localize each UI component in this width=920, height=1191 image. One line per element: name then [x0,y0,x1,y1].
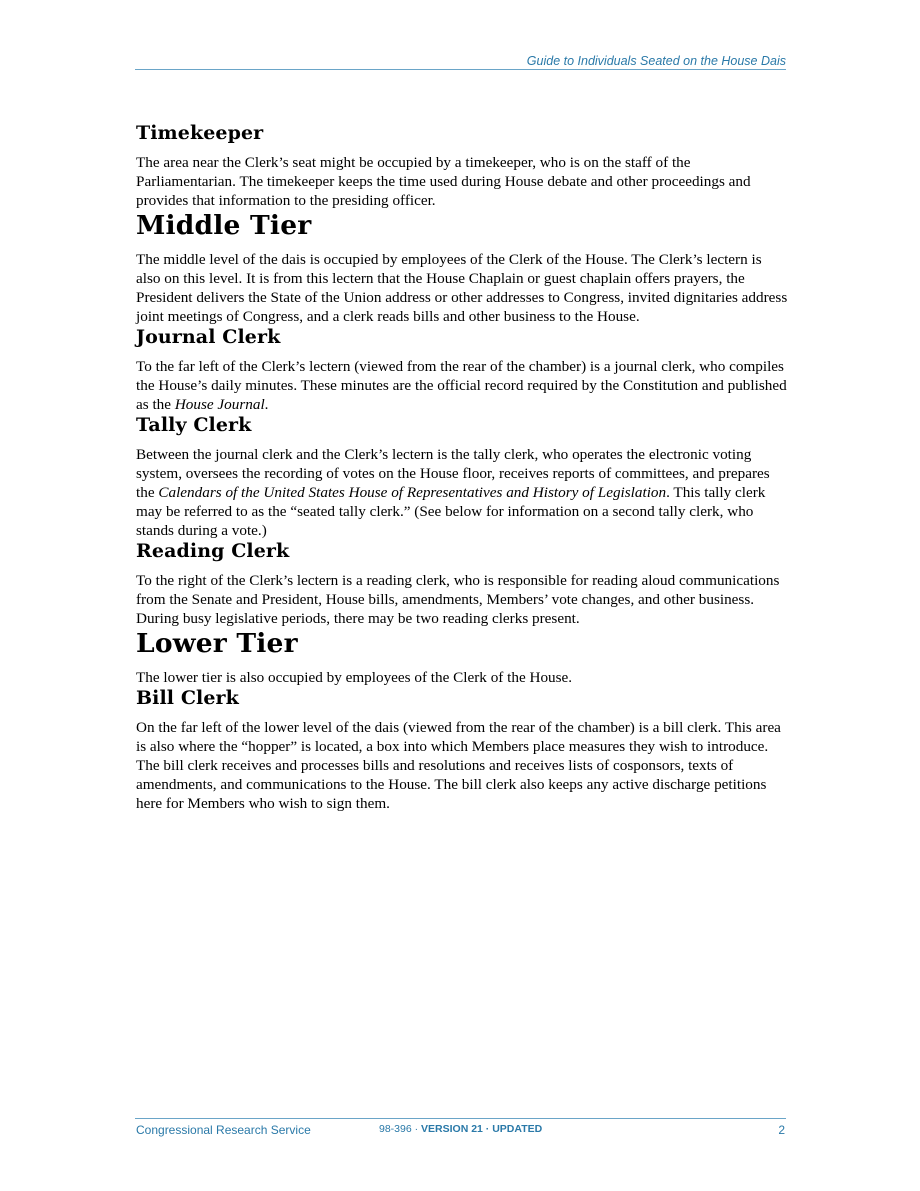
footer-divider [135,1118,786,1119]
paragraph-lower-tier: The lower tier is also occupied by employees of the Clerk of the House. [136,669,573,686]
footer-report-id: 98-396 · VERSION 21 · UPDATED [379,1123,543,1135]
footer-publisher: Congressional Research Service [136,1123,311,1137]
footer-version: VERSION 21 · UPDATED [421,1123,543,1135]
heading-reading-clerk: Reading Clerk [136,540,290,562]
heading-bill-clerk: Bill Clerk [136,687,239,709]
heading-journal-clerk: Journal Clerk [136,326,281,348]
heading-lower-tier: Lower Tier [136,628,298,659]
paragraph-middle-tier: The middle level of the dais is occupied by employees of the Clerk of the House. The Clerk’s lectern is also on this level. It is from this lectern that the House Chaplain or guest chaplain offers prayers, the President delivers the State of the Union address or other addresses to Congress, invited dignitaries address joint meetings of Congress, and a clerk reads bills and other business to the House. [136,251,788,325]
heading-timekeeper: Timekeeper [136,122,264,144]
calendars-title: Calendars of the United States House of Representatives and History of Legislation [158,484,667,501]
paragraph-reading-clerk: To the right of the Clerk’s lectern is a reading clerk, who is responsible for reading aloud communications from the Senate and President, House bills, amendments, Members’ vote changes, and other business. During busy legislative periods, there may be two reading clerks present. [136,572,780,627]
paragraph-bill-clerk: On the far left of the lower level of the dais (viewed from the rear of the chamber) is a bill clerk. This area is also where the “hopper” is located, a box into which Members place measures they wish to introduce. The bill clerk receives and processes bills and resolutions and receives lists of cosponsors, texts of amendments, and communications to the House. The bill clerk also keeps any active discharge petitions here for Members who wish to sign them. [136,719,781,812]
document-body [136,122,788,813]
heading-tally-clerk: Tally Clerk [136,414,252,436]
header-divider [135,69,786,70]
paragraph-journal-clerk: To the far left of the Clerk’s lectern (viewed from the rear of the chamber) is a journal clerk, who compiles the House’s daily minutes. These minutes are the official record required by the Constitution and published as the House Journal. [136,358,787,413]
paragraph-timekeeper: The area near the Clerk’s seat might be occupied by a timekeeper, who is on the staff of the Parliamentarian. The timekeeper keeps the time used during House debate and other proceedings and provides that information to the presiding officer. [136,154,751,209]
heading-middle-tier: Middle Tier [136,210,312,241]
running-header: Guide to Individuals Seated on the House Dais [526,54,786,68]
page-number: 2 [778,1123,785,1137]
house-journal-title: House Journal [174,396,265,413]
paragraph-tally-clerk: Between the journal clerk and the Clerk’s lectern is the tally clerk, who operates the electronic voting system, oversees the recording of votes on the House floor, receives reports of committees, and prepares the Calendars of the United States House of Representatives and History of Legislation. This tally clerk may be referred to as the “seated tally clerk.” (See below for information on a second tally clerk, who stands during a vote.) [136,446,770,539]
